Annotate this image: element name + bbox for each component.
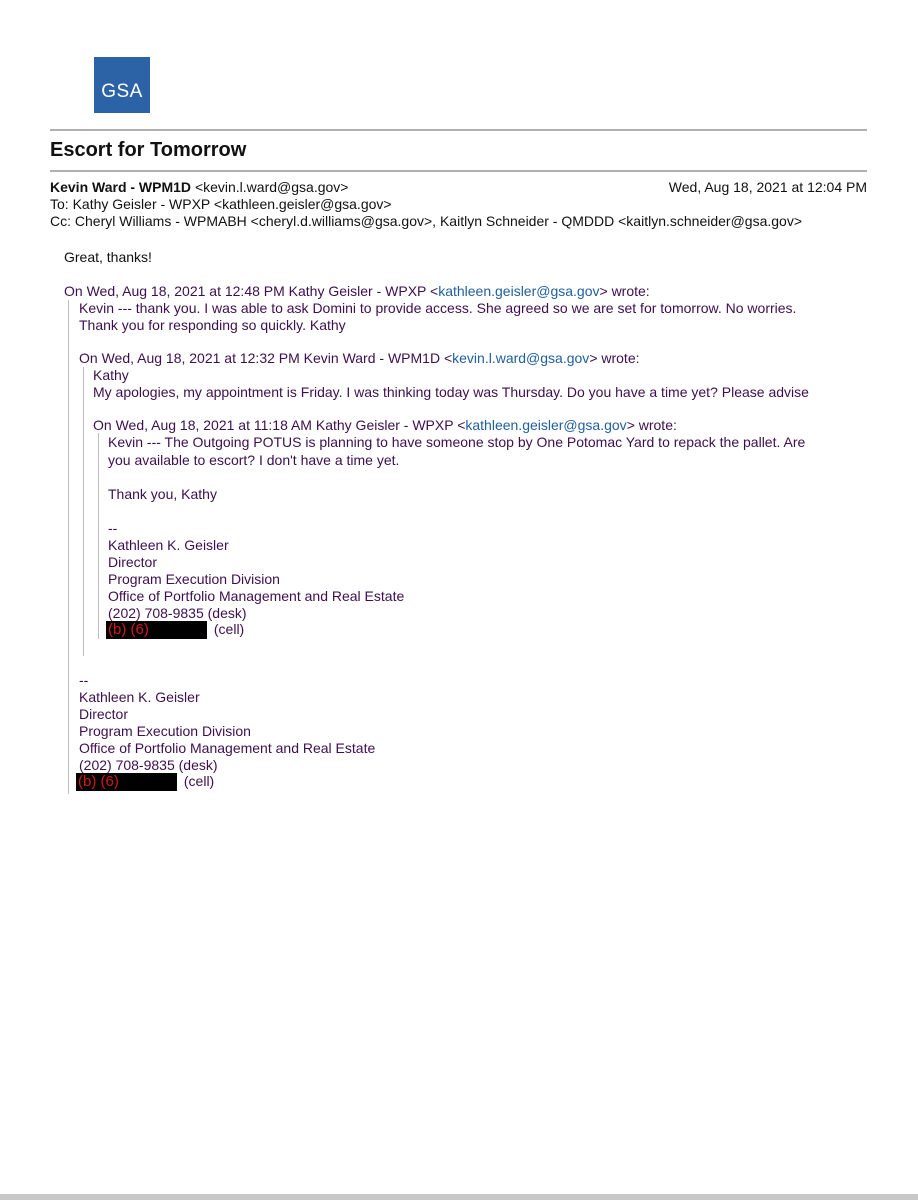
quote3-attribution: On Wed, Aug 18, 2021 at 11:18 AM Kathy Geisler - WPXP <kathleen.geisler@gsa.gov> wrote: xyxy=(93,417,677,433)
redaction-box: (b) (6) xyxy=(76,773,177,791)
cell-label: (cell) xyxy=(213,621,245,637)
quote1-email-link[interactable]: kathleen.geisler@gsa.gov xyxy=(438,283,600,299)
signature-office: Office of Portfolio Management and Real Estate xyxy=(108,588,405,604)
signature-desk-phone: (202) 708-9835 (desk) xyxy=(108,605,247,621)
quote1-line: Kevin --- thank you. I was able to ask Domini to provide access. She agreed so we are set for tomorrow. No worries. xyxy=(79,300,797,316)
from-line xyxy=(50,179,348,195)
quote1-attribution: On Wed, Aug 18, 2021 at 12:48 PM Kathy Geisler - WPXP <kathleen.geisler@gsa.gov> wrote: xyxy=(64,283,650,299)
quote3-email-link[interactable]: kathleen.geisler@gsa.gov xyxy=(465,417,627,433)
email-date: Wed, Aug 18, 2021 at 12:04 PM xyxy=(668,179,867,195)
quote-bar-level-3 xyxy=(98,433,99,639)
gsa-logo xyxy=(94,57,150,113)
page-bottom-edge xyxy=(0,1194,918,1200)
cell-label: (cell) xyxy=(183,773,215,789)
signature-office: Office of Portfolio Management and Real Estate xyxy=(79,740,376,756)
from-name: Kevin Ward - WPM1D xyxy=(50,179,192,195)
quote1-line: Thank you for responding so quickly. Kathy xyxy=(79,317,346,333)
quote-bar-level-1 xyxy=(68,300,69,794)
top-divider xyxy=(50,129,867,131)
signature-cell-line xyxy=(106,621,244,639)
subject-divider xyxy=(50,170,867,172)
from-email: <kevin.l.ward@gsa.gov> xyxy=(194,179,349,195)
quote3-line: Kevin --- The Outgoing POTUS is planning to have someone stop by One Potomac Yard to repack the pallet. Are xyxy=(108,434,806,450)
signature-name: Kathleen K. Geisler xyxy=(108,537,229,553)
signature-cell-line xyxy=(76,773,214,791)
signature-separator: -- xyxy=(79,672,89,688)
signature-division: Program Execution Division xyxy=(108,571,280,587)
quote2-email-link[interactable]: kevin.l.ward@gsa.gov xyxy=(452,350,590,366)
quote2-line: My apologies, my appointment is Friday. I was thinking today was Thursday. Do you have a time yet? Please advise xyxy=(93,384,809,400)
signature-title: Director xyxy=(108,554,158,570)
quote2-attribution: On Wed, Aug 18, 2021 at 12:32 PM Kevin Ward - WPM1D <kevin.l.ward@gsa.gov> wrote: xyxy=(79,350,640,366)
email-subject: Escort for Tomorrow xyxy=(50,139,247,161)
to-line: To: Kathy Geisler - WPXP <kathleen.geisler@gsa.gov> xyxy=(50,196,392,212)
quote2-line: Kathy xyxy=(93,367,129,383)
signature-separator: -- xyxy=(108,520,118,536)
cc-line: Cc: Cheryl Williams - WPMABH <cheryl.d.williams@gsa.gov>, Kaitlyn Schneider - QMDDD <kaitlyn.schneider@gsa.gov> xyxy=(50,213,802,229)
redaction-box: (b) (6) xyxy=(106,621,207,639)
signature-desk-phone: (202) 708-9835 (desk) xyxy=(79,757,218,773)
email-body: Great, thanks! xyxy=(64,249,152,265)
signature-name: Kathleen K. Geisler xyxy=(79,689,200,705)
quote3-line: you available to escort? I don't have a time yet. xyxy=(108,452,400,468)
quote-bar-level-2 xyxy=(83,367,84,656)
signature-division: Program Execution Division xyxy=(79,723,251,739)
signature-title: Director xyxy=(79,706,129,722)
gsa-logo-text: GSA xyxy=(101,81,143,102)
quote3-line: Thank you, Kathy xyxy=(108,486,217,502)
